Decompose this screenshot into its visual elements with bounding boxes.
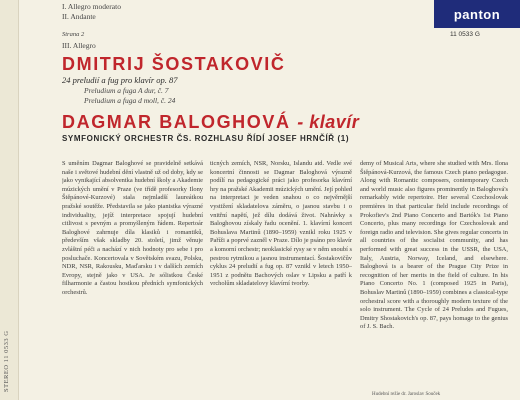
work-title: 24 preludií a fug pro klavír op. 87	[62, 75, 178, 85]
side-2-label: Strana 2	[62, 31, 85, 38]
side-2-item: III. Allegro	[62, 41, 96, 50]
performer-line	[62, 112, 359, 132]
catalog-number: 11 0533 G	[450, 31, 480, 38]
work-item: Preludium a fuga A dur, č. 7	[84, 86, 169, 95]
liner-notes-czech-2: ticných zemích, NSR, Norsku, Islandu atd. Vedle své koncertní činnosti se Dagmar Baloghová výrazně podílí na pedagogické práci jako profesorka klavírní hry na pražské Akademii múzických umění. Její pohled na interpretaci je veden snahou o co nejvěrnější vystižení skladatelova záměru, o jasnou stavbu i o vnitřní napětí, jež dílu dodává život. Nahrávky s Baloghovou získaly řadu ocenění. 1. klavírní koncert Bohuslava Martinů (1890–1959) vznikl roku 1925 v Paříži a poprvé zazněl v Praze. Dílo je psáno pro klavír a komorní orchestr; neoklasické rysy se v něm snoubí s pestrou rytmikou a jasnou instrumentací. Šostakovičův cyklus 24 preludií a fug op. 87 vznikl v letech 1950–1951 z podnětu Bachových oslav v Lipsku a patří k vrcholům skladatelovy klavírní tvorby.	[210, 160, 352, 288]
composer-name: DMITRIJ ŠOSTAKOVIČ	[62, 54, 286, 74]
side-1-item: II. Andante	[62, 12, 96, 21]
work-item: Preludium a fuga d moll, č. 24	[84, 96, 176, 105]
side-1-item: I. Allegro moderato	[62, 2, 121, 11]
production-credit: Hudební režie dr. Jaroslav Souček	[372, 392, 441, 397]
liner-notes-czech-1: S uměním Dagmar Baloghové se pravidelně setkává naše i světové hudební dění vlastně už od doby, kdy se jako vynikající absolventka hudební školy a Akademie múzických umění v Praze (ve třídě profesorky Ilony Štěpánové-Kurzové) stala nejmladší laureátkou pražské soutěže. Představila se jako pianistka výrazné individuality, jejíž interpretace spojují hudební citlivost s pevným a promyšleným řádem. Repertoár Baloghové zahrnuje díla klasiků i romantiků, především však skladby 20. století, jimž věnuje zvláštní péči a nachází v nich hodnoty pro sebe i pro posluchače. Koncertovala v Sovětském svazu, Polsku, NDR, NSR, Rakousku, Maďarsku i v dalších zemích Evropy, stejně jako v USA. Je sólistkou České filharmonie a častou hostkou předních symfonických orchestrů.	[62, 160, 203, 296]
orchestra-line: SYMFONICKÝ ORCHESTR ČS. ROZHLASU ŘÍDÍ JOSEF HRNČÍŘ (1)	[62, 134, 350, 143]
performer-name: DAGMAR BALOGHOVÁ	[62, 112, 291, 132]
supraphon-panton-logo: panton	[434, 0, 520, 28]
side-1-tracklist	[62, 2, 121, 22]
liner-notes-english: demy of Musical Arts, where she studied with Mrs. Ilona Štěpánová-Kurzová, the famous Czech piano pedagogue. Along with Romantic composers, contemporary Czech and world music also figures prominently in Baloghová's remarkably wide repertoire. Her several Czechoslovak premières in that particular field include recordings of Prokofiev's 2nd Piano Concerto and Bartók's 1st Piano Concerto, plus many recordings for Czechoslovak and foreign radio and television. She gives regular concerts in all countries of the socialist community, and has performed with great success in the USSR, the USA, Italy, Austria, Norway, Iceland, and elsewhere. Baloghová is a bearer of the Prague City Prize in recognition of her merits in the field of culture. In his Piano Concerto No. 1 (composed 1925 in Paris), Bohuslav Martinů (1890–1959) combines a classical-type orchestral score with a thoroughly modern texture of the solo instrument. The Cycle of 24 Preludes and Fugues, Dmitry Shostakovich's op. 87, pays homage to the genius of J. S. Bach.	[360, 160, 508, 331]
performer-role: - klavír	[297, 112, 360, 132]
column-1	[62, 160, 203, 392]
column-2	[210, 160, 352, 392]
record-spine	[0, 0, 19, 400]
work-block	[62, 75, 178, 106]
spine-text: STEREO 11 0533 G	[3, 330, 10, 392]
column-3	[360, 160, 508, 388]
